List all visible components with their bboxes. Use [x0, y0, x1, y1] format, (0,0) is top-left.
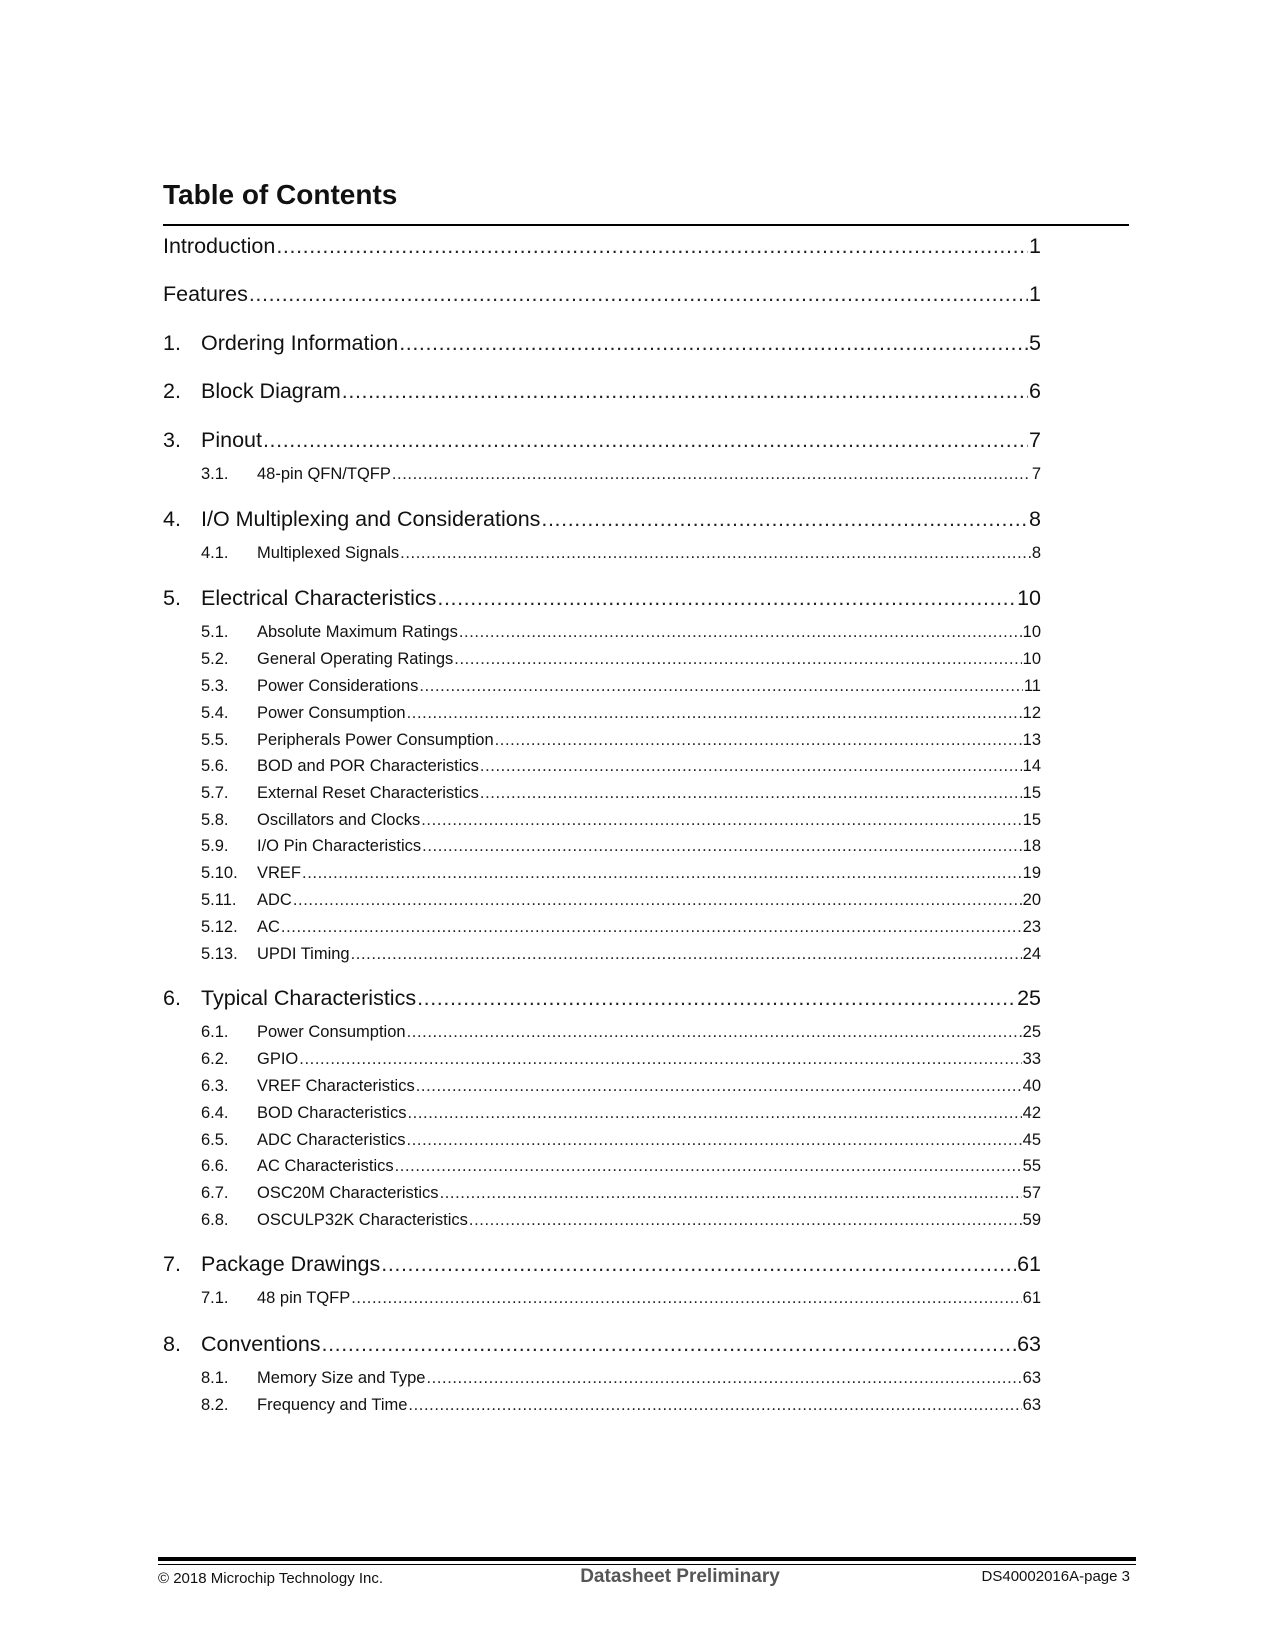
toc-entry-label[interactable]: Package Drawings — [201, 1252, 381, 1276]
toc-entry-number: 6.1. — [201, 1023, 229, 1041]
toc-entry-label[interactable]: AC Characteristics — [257, 1157, 394, 1175]
toc-subentry[interactable] — [201, 465, 1041, 484]
toc-entry-number: 6.2. — [201, 1050, 229, 1068]
toc-subentry[interactable] — [201, 1289, 1041, 1308]
toc-entry-number: 8.2. — [201, 1396, 229, 1414]
toc-entry-label[interactable]: Introduction — [163, 234, 276, 258]
toc-dot-leader — [416, 1077, 1022, 1096]
toc-dot-leader — [480, 784, 1022, 803]
toc-entry-number: 6.6. — [201, 1157, 229, 1175]
toc-dot-leader — [395, 1157, 1022, 1176]
toc-dot-leader — [417, 986, 1016, 1011]
toc-entry[interactable] — [163, 234, 1041, 259]
toc-entry-label[interactable]: Pinout — [201, 428, 262, 452]
toc-subentry[interactable] — [201, 891, 1041, 910]
toc-entry-page-number[interactable]: 8 — [1031, 544, 1041, 562]
toc-subentry[interactable] — [201, 704, 1041, 723]
toc-entry-page-number[interactable]: 19 — [1022, 864, 1041, 882]
toc-entry-number: 6.3. — [201, 1077, 229, 1095]
toc-subentry[interactable] — [201, 784, 1041, 803]
toc-subentry[interactable] — [201, 1157, 1041, 1176]
toc-dot-leader — [495, 731, 1022, 750]
toc-entry-label[interactable]: I/O Multiplexing and Considerations — [201, 507, 541, 531]
toc-entry-label[interactable]: ADC Characteristics — [257, 1131, 406, 1149]
toc-subentry[interactable] — [201, 918, 1041, 937]
toc-dot-leader — [408, 1396, 1021, 1415]
toc-entry-page-number[interactable]: 57 — [1022, 1184, 1041, 1202]
toc-entry-label[interactable]: Ordering Information — [201, 331, 399, 355]
toc-subentry[interactable] — [201, 1023, 1041, 1042]
toc-dot-leader — [281, 918, 1022, 937]
toc-entry-number: 5.11. — [201, 891, 237, 909]
toc-entry-label[interactable]: Electrical Characteristics — [201, 586, 437, 610]
toc-entry-number: 5.7. — [201, 784, 229, 802]
toc-subentry[interactable] — [201, 945, 1041, 964]
toc-entry-label[interactable]: BOD and POR Characteristics — [257, 757, 479, 775]
toc-entry-number: 5.3. — [201, 677, 229, 695]
toc-entry-page-number[interactable]: 1 — [1029, 234, 1041, 258]
toc-entry[interactable] — [163, 986, 1041, 1011]
toc-entry-number: 5.4. — [201, 704, 229, 722]
toc-dot-leader — [407, 1104, 1021, 1123]
toc-entry-page-number[interactable]: 5 — [1029, 331, 1041, 355]
toc-subentry[interactable] — [201, 1211, 1041, 1230]
toc-entry-page-number[interactable]: 10 — [1017, 586, 1041, 610]
toc-entry[interactable] — [163, 282, 1041, 307]
toc-entry-label[interactable]: OSC20M Characteristics — [257, 1184, 439, 1202]
toc-entry-page-number[interactable]: 10 — [1022, 650, 1041, 668]
toc-dot-leader — [249, 282, 1028, 307]
toc-subentry[interactable] — [201, 811, 1041, 830]
toc-entry-page-number[interactable]: 33 — [1022, 1050, 1041, 1068]
toc-entry-page-number[interactable]: 63 — [1017, 1332, 1041, 1356]
toc-entry-number: 5.8. — [201, 811, 229, 829]
toc-entry[interactable] — [163, 379, 1041, 404]
toc-dot-leader — [426, 1369, 1021, 1388]
toc-entry-number: 5.6. — [201, 757, 229, 775]
toc-entry-label[interactable]: Absolute Maximum Ratings — [257, 623, 458, 641]
toc-entry-page-number[interactable]: 42 — [1022, 1104, 1041, 1122]
toc-subentry[interactable] — [201, 864, 1041, 883]
toc-subentry[interactable] — [201, 677, 1041, 696]
toc-entry-page-number[interactable]: 45 — [1022, 1131, 1041, 1149]
toc-entry-number: 6.7. — [201, 1184, 229, 1202]
toc-entry-page-number[interactable]: 15 — [1022, 811, 1041, 829]
toc-entry-label[interactable]: Oscillators and Clocks — [257, 811, 421, 829]
toc-entry-page-number[interactable]: 15 — [1022, 784, 1041, 802]
toc-entry-number: 5.1. — [201, 623, 229, 641]
toc-dot-leader — [302, 864, 1022, 883]
toc-entry-label[interactable]: I/O Pin Characteristics — [257, 837, 422, 855]
toc-entry-label[interactable]: Memory Size and Type — [257, 1369, 426, 1387]
toc-dot-leader — [381, 1252, 1016, 1277]
toc-entry-page-number[interactable]: 12 — [1022, 704, 1041, 722]
toc-dot-leader — [263, 428, 1028, 453]
toc-entry-label[interactable]: External Reset Characteristics — [257, 784, 479, 802]
toc-dot-leader — [293, 891, 1022, 910]
toc-dot-leader — [400, 544, 1031, 563]
toc-dot-leader — [422, 837, 1022, 856]
footer-divider-thin — [158, 1564, 1136, 1565]
toc-entry-number: 5.2. — [201, 650, 229, 668]
toc-subentry[interactable] — [201, 1104, 1041, 1123]
toc-entry-page-number[interactable]: 20 — [1022, 891, 1041, 909]
toc-dot-leader — [407, 1131, 1022, 1150]
toc-entry-label[interactable]: Conventions — [201, 1332, 321, 1356]
toc-entry-number: 6.5. — [201, 1131, 229, 1149]
toc-subentry[interactable] — [201, 623, 1041, 642]
toc-entry[interactable] — [163, 507, 1041, 532]
toc-dot-leader — [440, 1184, 1022, 1203]
toc-dot-leader — [421, 811, 1021, 830]
toc-entry-label[interactable]: Frequency and Time — [257, 1396, 408, 1414]
toc-dot-leader — [407, 1023, 1022, 1042]
toc-entry-number: 7.1. — [201, 1289, 229, 1307]
toc-entry-page-number[interactable]: 24 — [1022, 945, 1041, 963]
toc-entry-label[interactable]: Peripherals Power Consumption — [257, 731, 494, 749]
toc-dot-leader — [392, 465, 1031, 484]
toc-entry-label[interactable]: AC — [257, 918, 280, 936]
toc-subentry[interactable] — [201, 837, 1041, 856]
toc-subentry[interactable] — [201, 1396, 1041, 1415]
footer-divider-thick — [158, 1557, 1136, 1561]
toc-subentry[interactable] — [201, 1131, 1041, 1150]
toc-entry-label[interactable]: BOD Characteristics — [257, 1104, 407, 1122]
toc-subentry[interactable] — [201, 1050, 1041, 1069]
toc-entry-number: 5.5. — [201, 731, 229, 749]
toc-entry-page-number[interactable]: 7 — [1029, 428, 1041, 452]
toc-entry-page-number[interactable]: 61 — [1017, 1252, 1041, 1276]
toc-dot-leader — [459, 623, 1022, 642]
toc-entry-page-number[interactable]: 63 — [1022, 1369, 1041, 1387]
toc-entry-number: 6.4. — [201, 1104, 229, 1122]
toc-entry[interactable] — [163, 1252, 1041, 1277]
toc-entry-label[interactable]: Block Diagram — [201, 379, 341, 403]
toc-entry-page-number[interactable]: 18 — [1022, 837, 1041, 855]
toc-entry-page-number[interactable]: 1 — [1029, 282, 1041, 306]
toc-dot-leader — [322, 1332, 1017, 1357]
page-title: Table of Contents — [163, 179, 398, 210]
toc-entry-label[interactable]: 48-pin QFN/TQFP — [257, 465, 391, 483]
toc-entry-label[interactable]: Features — [163, 282, 248, 306]
toc-dot-leader — [351, 1289, 1021, 1308]
toc-entry-number: 7. — [163, 1252, 181, 1276]
toc-entry-label[interactable]: GPIO — [257, 1050, 299, 1068]
toc-entry-number: 4.1. — [201, 544, 229, 562]
toc-entry-page-number[interactable]: 13 — [1022, 731, 1041, 749]
footer-doc-page: DS40002016A-page 3 — [981, 1568, 1130, 1585]
toc-subentry[interactable] — [201, 650, 1041, 669]
toc-entry-number: 4. — [163, 507, 181, 531]
toc-entry-page-number[interactable]: 25 — [1022, 1023, 1041, 1041]
toc-subentry[interactable] — [201, 1184, 1041, 1203]
title-divider — [163, 224, 1129, 226]
toc-entry[interactable] — [163, 428, 1041, 453]
toc-entry-number: 6. — [163, 986, 181, 1010]
toc-dot-leader — [351, 945, 1022, 964]
toc-entry-label[interactable]: UPDI Timing — [257, 945, 350, 963]
toc-entry-label[interactable]: VREF — [257, 864, 302, 882]
toc-entry-number: 3. — [163, 428, 181, 452]
toc-entry-page-number[interactable]: 63 — [1022, 1396, 1041, 1414]
toc-entry[interactable] — [163, 1332, 1041, 1357]
toc-dot-leader — [407, 704, 1022, 723]
toc-subentry[interactable] — [201, 1077, 1041, 1096]
toc-entry-number: 5.9. — [201, 837, 229, 855]
toc-entry-label[interactable]: VREF Characteristics — [257, 1077, 415, 1095]
toc-entry-number: 1. — [163, 331, 181, 355]
toc-entry-page-number[interactable]: 55 — [1022, 1157, 1041, 1175]
toc-dot-leader — [419, 677, 1022, 696]
toc-dot-leader — [276, 234, 1028, 259]
toc-dot-leader — [469, 1211, 1022, 1230]
toc-dot-leader — [342, 379, 1028, 404]
toc-entry-number: 8. — [163, 1332, 181, 1356]
toc-entry-number: 5. — [163, 586, 181, 610]
toc-subentry[interactable] — [201, 1369, 1041, 1388]
toc-entry-number: 6.8. — [201, 1211, 229, 1229]
footer-status: Datasheet Preliminary — [580, 1566, 780, 1587]
toc-dot-leader — [299, 1050, 1021, 1069]
toc-entry-page-number[interactable]: 10 — [1022, 623, 1041, 641]
toc-dot-leader — [399, 331, 1028, 356]
toc-entry-label[interactable]: Typical Characteristics — [201, 986, 417, 1010]
toc-entry-label[interactable]: General Operating Ratings — [257, 650, 454, 668]
toc-entry-number: 5.13. — [201, 945, 238, 963]
toc-entry-label[interactable]: Power Consumption — [257, 1023, 406, 1041]
toc-entry-number: 2. — [163, 379, 181, 403]
toc-entry-label[interactable]: Power Considerations — [257, 677, 419, 695]
toc-entry[interactable] — [163, 586, 1041, 611]
toc-entry-page-number[interactable]: 7 — [1031, 465, 1041, 483]
toc-entry-label[interactable]: Multiplexed Signals — [257, 544, 400, 562]
toc-entry-number: 8.1. — [201, 1369, 229, 1387]
toc-entry-label[interactable]: OSCULP32K Characteristics — [257, 1211, 468, 1229]
toc-entry-label[interactable]: Power Consumption — [257, 704, 406, 722]
toc-entry-page-number[interactable]: 8 — [1029, 507, 1041, 531]
toc-entry-page-number[interactable]: 61 — [1022, 1289, 1041, 1307]
toc-entry[interactable] — [163, 331, 1041, 356]
toc-dot-leader — [454, 650, 1021, 669]
toc-dot-leader — [437, 586, 1016, 611]
toc-entry-page-number[interactable]: 14 — [1022, 757, 1041, 775]
toc-entry-number: 5.12. — [201, 918, 238, 936]
toc-entry-number: 3.1. — [201, 465, 229, 483]
toc-entry-page-number[interactable]: 23 — [1022, 918, 1041, 936]
toc-dot-leader — [541, 507, 1028, 532]
toc-entry-page-number[interactable]: 25 — [1017, 986, 1041, 1010]
toc-entry-label[interactable]: ADC — [257, 891, 292, 909]
toc-dot-leader — [480, 757, 1022, 776]
toc-entry-label[interactable]: 48 pin TQFP — [257, 1289, 351, 1307]
toc-entry-page-number[interactable]: 11 — [1023, 677, 1041, 695]
toc-entry-page-number[interactable]: 59 — [1022, 1211, 1041, 1229]
toc-entry-page-number[interactable]: 40 — [1022, 1077, 1041, 1095]
toc-entry-page-number[interactable]: 6 — [1029, 379, 1041, 403]
toc-subentry[interactable] — [201, 757, 1041, 776]
toc-entry-number: 5.10. — [201, 864, 238, 882]
toc-subentry[interactable] — [201, 544, 1041, 563]
footer-copyright: © 2018 Microchip Technology Inc. — [158, 1570, 384, 1587]
toc-subentry[interactable] — [201, 731, 1041, 750]
